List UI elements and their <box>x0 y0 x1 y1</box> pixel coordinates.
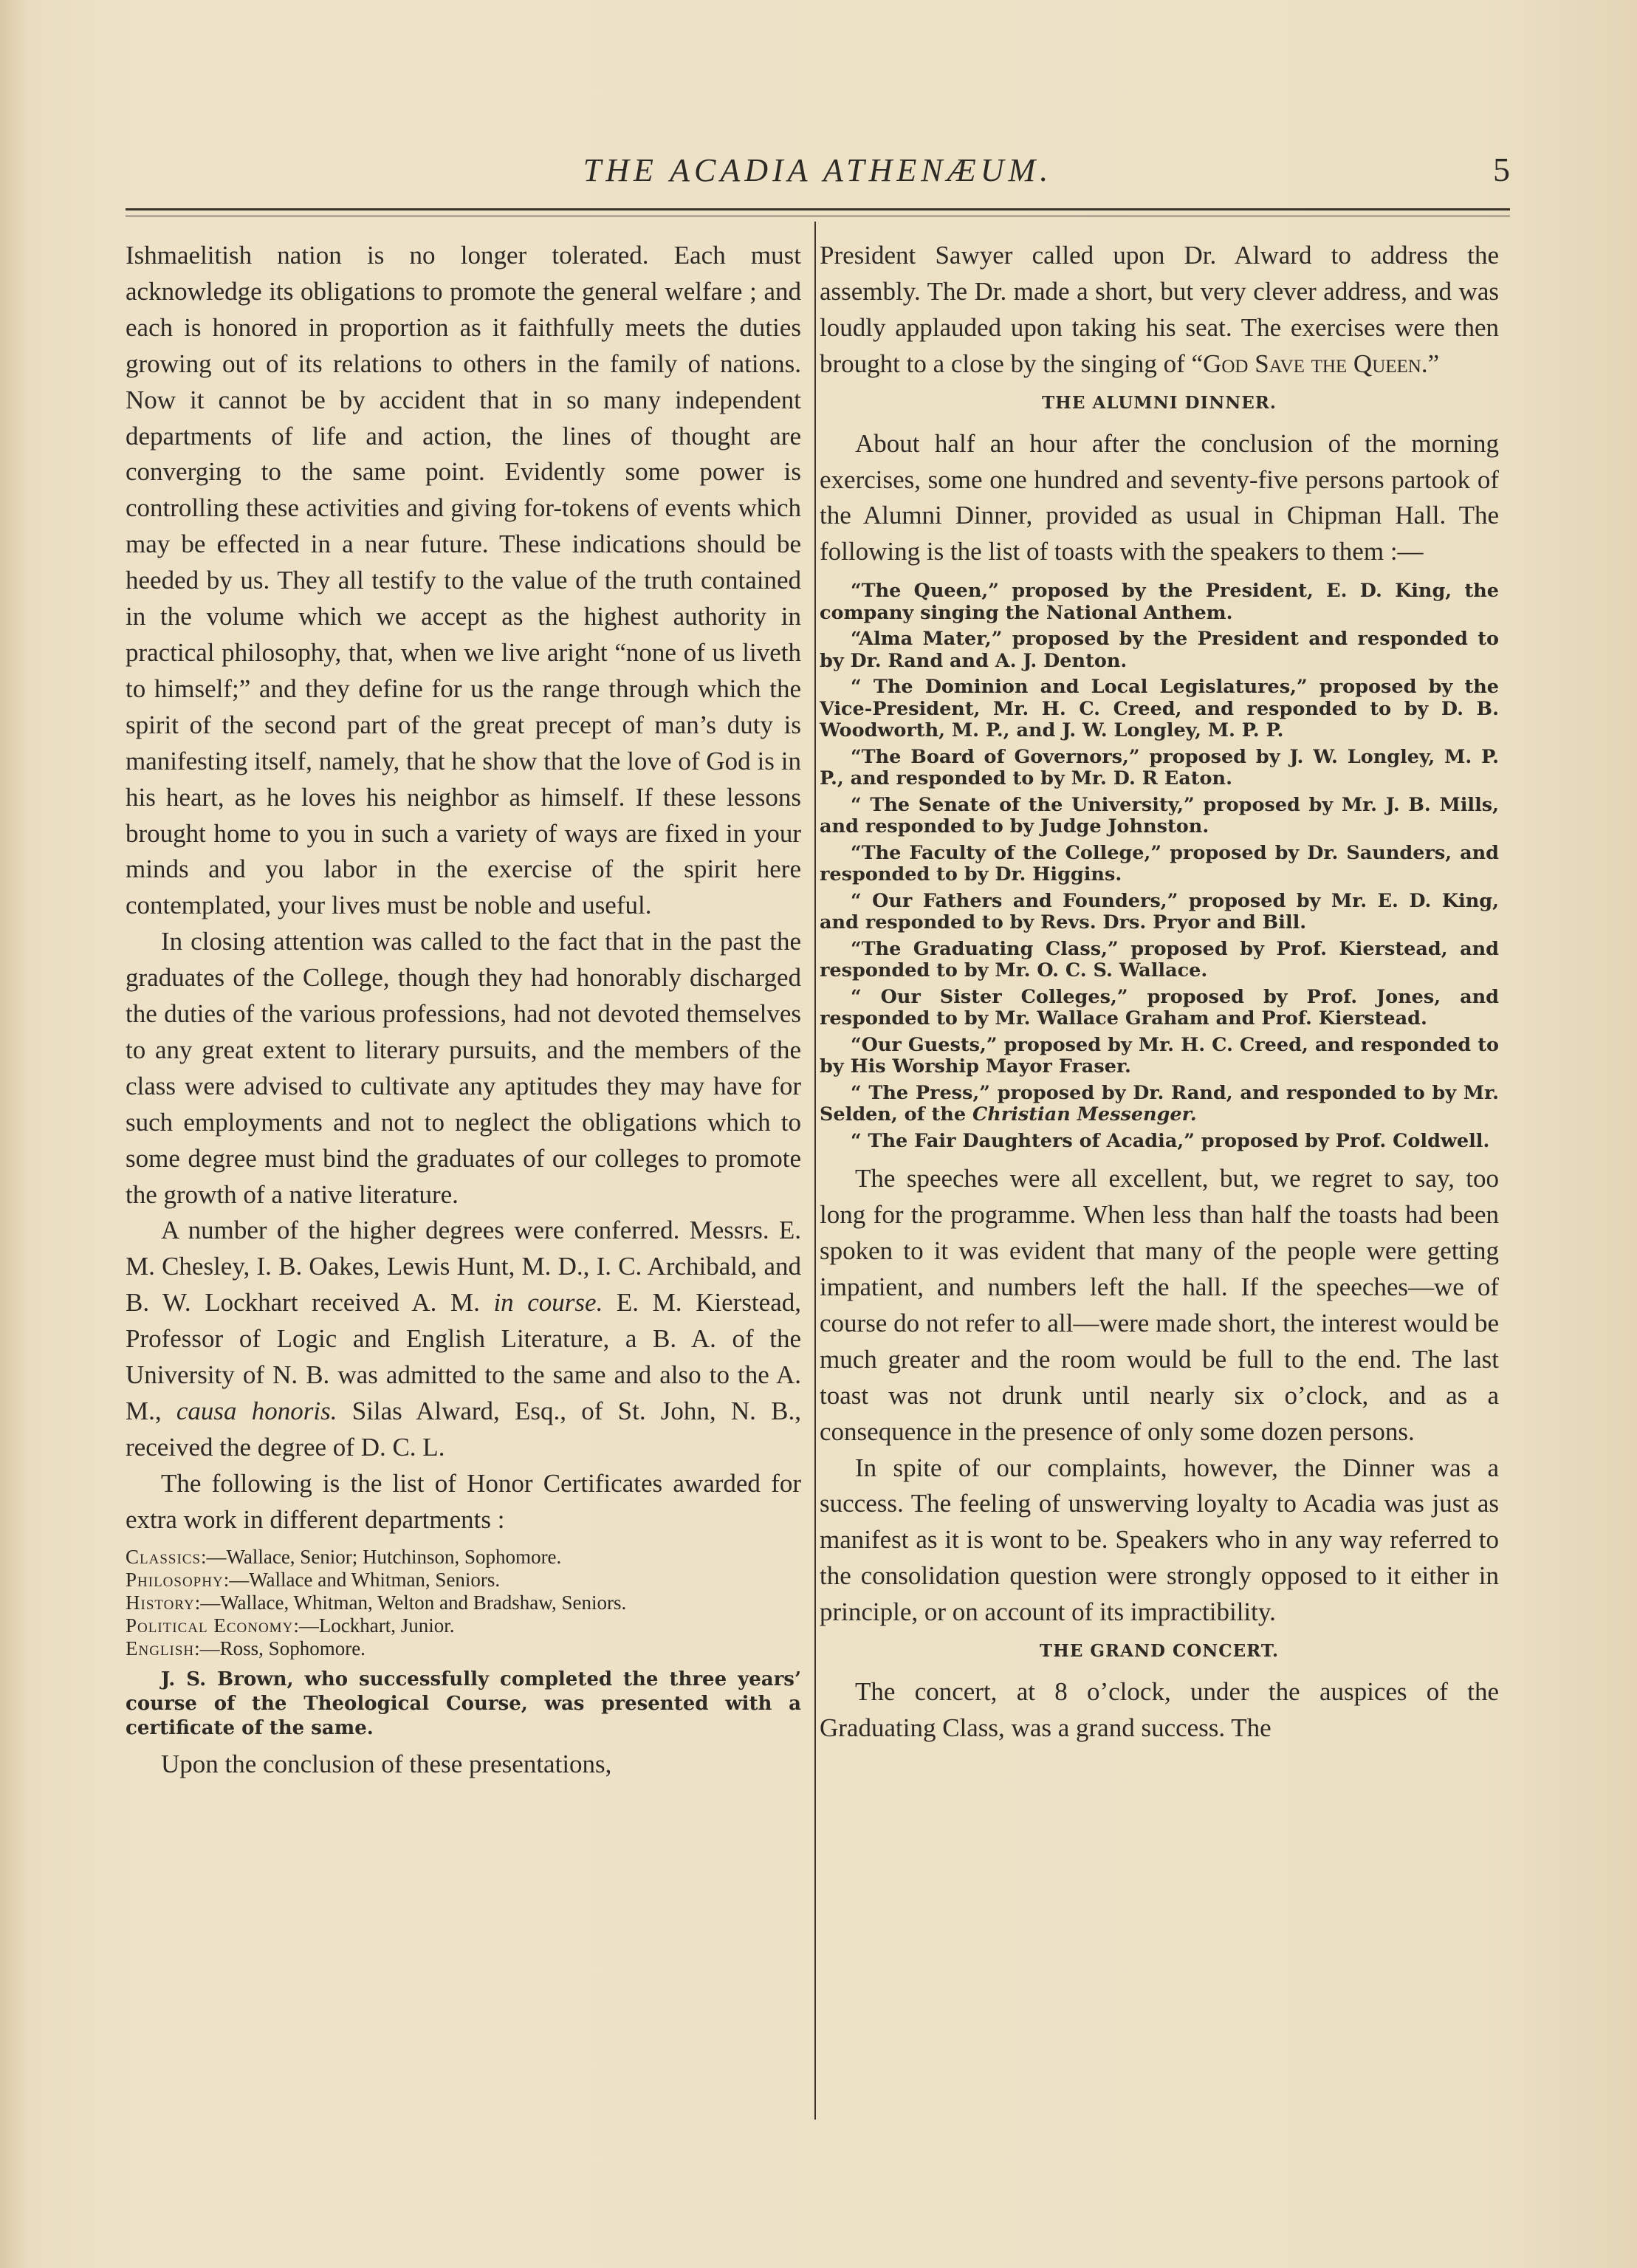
toast-press-text: “ The Press,” proposed by Dr. Rand, and responded to by Mr. Selden, of the <box>820 1081 1499 1126</box>
paragraph-alumni-dinner: About half an hour after the conclusion of the morning exercises, some one hundred and seventy-five persons partook of the Alumni Dinner, provided as usual in Chipman Hall. The following is the list of toasts with the speakers to them :— <box>820 428 1499 566</box>
certificate-text: :—Wallace and Whitman, Seniors. <box>223 1568 501 1591</box>
right-column <box>820 238 1499 1747</box>
degrees-italic-2: causa honoris. <box>176 1397 337 1425</box>
paragraph-dinner-success: In spite of our complaints, however, the Dinner was a success. The feeling of unswerving loyalty to Acadia was just as manifest as it is wont to be. Speakers who in any way referred to the consolidation question were strongly opposed to it either in principle, or on account of its impractibility. <box>820 1453 1499 1627</box>
toast-item: “The Queen,” proposed by the President, E. D. King, the company singing the National Anthem. <box>820 580 1499 624</box>
column-divider <box>814 222 816 2120</box>
certificate-text: :—Wallace, Senior; Hutchinson, Sophomore. <box>201 1545 562 1568</box>
certificate-item <box>126 1592 801 1614</box>
toast-item: “ The Senate of the University,” proposed by Mr. J. B. Mills, and responded to by Judge Johnston. <box>820 793 1499 838</box>
section-heading-alumni-dinner: THE ALUMNI DINNER. <box>1042 392 1277 413</box>
toast-item: “ Our Sister Colleges,” proposed by Prof. Jones, and responded to by Mr. Wallace Graham and Prof. Kierstead. <box>820 985 1499 1030</box>
certificate-subject: History <box>126 1591 195 1614</box>
toast-item: “Alma Mater,” proposed by the President and responded to by Dr. Rand and A. J. Denton. <box>820 628 1499 672</box>
toast-item: “ The Fair Daughters of Acadia,” proposed by Prof. Coldwell. <box>851 1129 1490 1152</box>
certificate-list <box>126 1546 801 1660</box>
certificate-item <box>126 1546 801 1569</box>
paragraph-degrees <box>126 1213 801 1465</box>
degrees-italic-1: in course. <box>493 1288 603 1318</box>
degrees-text-1: A number of the higher degrees were conferred. Messrs. E. M. Chesley, I. B. Oakes, Lewis Hunt, M. D., I. C. Archibald, and B. W. Lockhart received A. M. <box>126 1216 801 1318</box>
toast-item: “The Faculty of the College,” proposed by Dr. Saunders, and responded to by Dr. Higgins. <box>820 841 1499 886</box>
header-rule-thick <box>126 208 1510 210</box>
toast-item: “Our Guests,” proposed by Mr. H. C. Creed, and responded to by His Worship Mayor Fraser. <box>820 1033 1499 1078</box>
toast-item-press <box>820 1083 1499 1126</box>
toast-item: “The Board of Governors,” proposed by J. W. Longley, M. P. P., and responded to by Mr. D. R Eaton. <box>820 745 1499 790</box>
section-heading-grand-concert: THE GRAND CONCERT. <box>1039 1641 1280 1662</box>
certificate-text: :—Ross, Sophomore. <box>194 1637 366 1659</box>
alward-text: President Sawyer called upon Dr. Alward to address the assembly. The Dr. made a short, but very clever address, and was loudly applauded upon taking his seat. The exercises were then brought to a close by the singing of “ <box>820 241 1499 378</box>
alward-text-end: .” <box>1421 349 1440 378</box>
degrees-text-2: E. M. Kierstead, Professor of Logic and English Literature, a B. A. of the University of N. B. was admitted to the same and also to the A. M., <box>126 1288 801 1425</box>
certificate-subject: Philosophy <box>126 1568 224 1591</box>
certificate-item <box>126 1569 801 1592</box>
toast-list <box>820 580 1499 1152</box>
paragraph-alward-address <box>820 238 1499 383</box>
paragraph-brown-certificate: J. S. Brown, who successfully completed the three years’ course of the Theological Course, was presented with a certificate of the same. <box>126 1668 801 1739</box>
certificate-text: :—Lockhart, Junior. <box>293 1614 455 1637</box>
paragraph-speeches: The speeches were all excellent, but, we regret to say, too long for the programme. When less than half the toasts had been spoken to it was evident that many of the people were getting impatient, and numbers left the hall. If the speeches—we of course do not refer to all—were made short, the interest would be much greater and the room would be full to the end. The last toast was not drunk until nearly six o’clock, and as a consequence in the presence of only some dozen persons. <box>820 1164 1499 1446</box>
toast-item: “ Our Fathers and Founders,” proposed by Mr. E. D. King, and responded to by Revs. Drs. Pryor and Bill. <box>820 889 1499 934</box>
certificate-subject: English <box>126 1637 195 1659</box>
page-number: 5 <box>1493 151 1510 188</box>
toast-press-paper: Christian Messenger. <box>972 1103 1197 1126</box>
degrees-text-3: Silas Alward, Esq., of St. John, N. B., received the degree of D. C. L. <box>126 1397 801 1462</box>
certificate-subject: Classics <box>126 1545 202 1568</box>
certificate-text: :—Wallace, Whitman, Welton and Bradshaw, Seniors. <box>194 1591 627 1614</box>
paragraph-closing-remarks: In closing attention was called to the fact that in the past the graduates of the College, though they had honorably discharged the duties of the various professions, had not devoted themselves to any great extent to literary pursuits, and the members of the class were advised to cultivate any aptitudes they may have for such employments and not to neglect the obligations which to some degree must bind the graduates of our colleges to promote the growth of a native literature. <box>126 927 801 1209</box>
paragraph-concert: The concert, at 8 o’clock, under the auspices of the Graduating Class, was a grand success. The <box>820 1677 1499 1742</box>
paragraph-address-conclusion: Ishmaelitish nation is no longer tolerated. Each must acknowledge its obligations to promote the general welfare ; and each is honored in proportion as it faithfully meets the duties growing out of its relations to others in the family of nations. Now it cannot be by accident that in so many independent departments of life and action, the lines of thought are converging to the same point. Evidently some power is controlling these activities and giving for-tokens of events which may be effected in a near future. These indications should be heeded by us. They all testify to the value of the truth contained in the volume which we accept as the highest authority in practical philosophy, that, when we live aright “none of us liveth to himself;” and they define for us the range through which the spirit of the second part of the great precept of man’s duty is manifesting itself, namely, that he show that the love of God is in his heart, as he loves his neighbor as himself. If these lessons brought home to you in such a variety of ways are fixed in your minds and you labor in the exercise of the spirit here contemplated, your lives must be noble and useful. <box>126 241 801 920</box>
toast-item: “The Graduating Class,” proposed by Prof. Kierstead, and responded to by Mr. O. C. S. Wallace. <box>820 937 1499 982</box>
paragraph-presentations: Upon the conclusion of these presentations, <box>161 1749 612 1778</box>
journal-title: THE ACADIA ATHENÆUM. <box>583 152 1053 188</box>
anthem-title: God Save the Queen <box>1203 349 1421 378</box>
paragraph-honor-certificates: The following is the list of Honor Certificates awarded for extra work in different departments : <box>126 1468 801 1534</box>
left-column <box>126 238 801 1783</box>
certificate-item <box>126 1614 801 1637</box>
certificate-subject: Political Economy <box>126 1614 294 1637</box>
running-header <box>126 151 1510 196</box>
toast-item: “ The Dominion and Local Legislatures,” proposed by the Vice-President, Mr. H. C. Creed, and responded to by D. B. Woodworth, M. P., and J. W. Longley, M. P. P. <box>820 676 1499 742</box>
certificate-item <box>126 1637 801 1660</box>
